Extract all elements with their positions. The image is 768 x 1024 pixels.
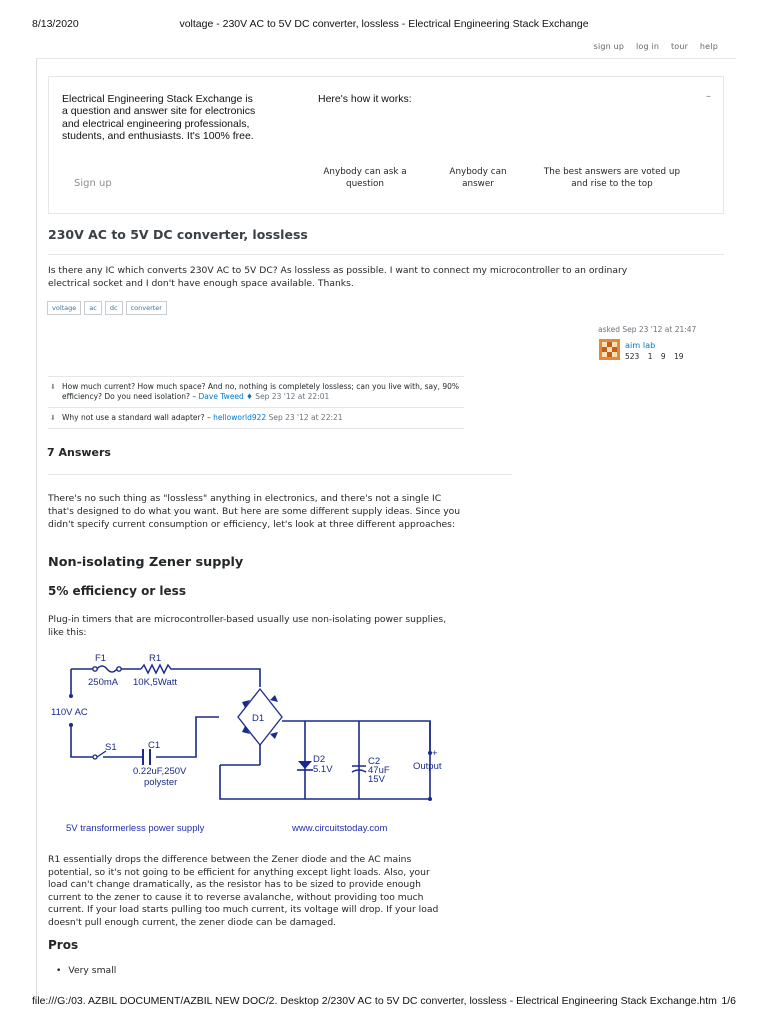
label-output: Output	[413, 761, 442, 772]
answer-plugin-text: Plug-in timers that are microcontroller-based usually use non-isolating power supplies, like this:	[48, 614, 447, 638]
how-step-vote: The best answers are voted up and rise to the top	[543, 167, 681, 189]
label-d2: D2	[313, 754, 326, 765]
label-s1: S1	[105, 742, 117, 753]
print-page-number: 1/6	[721, 995, 736, 1007]
answers-divider	[48, 474, 512, 475]
comment-text: Why not use a standard wall adapter? –	[62, 413, 214, 422]
schematic-caption: 5V transformerless power supply	[66, 823, 205, 834]
sign-up-link[interactable]: sign up	[593, 42, 625, 51]
print-header	[32, 18, 736, 32]
content-frame-left-border	[36, 58, 37, 998]
schematic-source: www.circuitstoday.com	[292, 823, 388, 834]
welcome-banner	[48, 76, 724, 214]
label-c1-value: 0.22uF,250V	[133, 766, 187, 777]
comment-author-link[interactable]: helloworld922	[213, 413, 267, 422]
comment-bullet-icon: ⬇	[50, 414, 56, 422]
answer-intro: There's no such thing as "lossless" anything in electronics, and there's not a single IC that's designed to do what you want. But here are some different supply ideas. Since you didn't specify current consumption or efficiency, let's look at three different approaches:	[48, 493, 461, 530]
tag-converter[interactable]: converter	[126, 301, 167, 315]
question-title-divider	[48, 254, 724, 255]
label-r1-value: 10K,5Watt	[133, 677, 178, 688]
print-page-title: voltage - 230V AC to 5V DC converter, lossless - Electrical Engineering Stack Exchange	[179, 18, 589, 30]
label-c2-value: 47uF	[368, 765, 390, 776]
user-avatar[interactable]	[599, 339, 620, 360]
tag-voltage[interactable]: voltage	[47, 301, 81, 315]
log-in-link[interactable]: log in	[635, 42, 660, 51]
question-title[interactable]: 230V AC to 5V DC converter, lossless	[48, 227, 308, 242]
signup-button[interactable]: Sign up	[74, 178, 112, 189]
answer-r1-explanation: R1 essentially drops the difference between the Zener diode and the AC mains potential, so it's not going to be efficient for anything except light loads. Also, your load can't change dramatically, as the resistor has to be sized to provide enough current to the zener to cause it to reverse avalanche, without providing too much current. If your load starts pulling too much current, its voltage will drop. If your load doesn't pull enough current, the zener diode can be damaged.	[48, 854, 439, 928]
content-frame-top-border	[36, 58, 736, 59]
comment-bullet-icon: ⬇	[50, 383, 56, 391]
label-d2-value: 5.1V	[313, 764, 333, 775]
question-tags	[47, 301, 167, 315]
print-footer	[32, 995, 736, 1007]
label-d1: D1	[252, 713, 265, 724]
comment-author-link[interactable]: Dave Tweed ♦	[198, 392, 253, 401]
answer-heading-zener: Non-isolating Zener supply	[48, 555, 244, 570]
transformerless-supply-schematic	[46, 648, 458, 838]
comment	[48, 407, 464, 429]
comment-timestamp: Sep 23 '12 at 22:01	[252, 392, 330, 401]
pros-list	[56, 965, 116, 976]
label-plus: +	[432, 748, 438, 759]
tour-link[interactable]: tour	[670, 42, 689, 51]
help-link[interactable]: help	[699, 42, 718, 51]
label-c1-type: polyster	[144, 777, 178, 788]
label-c1: C1	[148, 740, 161, 751]
list-item: • Very small	[56, 965, 116, 976]
label-c2: C2	[368, 756, 381, 767]
print-file-path: file:///G:/03. AZBIL DOCUMENT/AZBIL NEW DOC/2. Desktop 2/230V AC to 5V DC converter, lossless - Electrical Engineering Stack Exchange.htm	[32, 995, 717, 1007]
label-f1-value: 250mA	[88, 677, 119, 688]
label-source: 110V AC	[51, 707, 88, 718]
question-body: Is there any IC which converts 230V AC to 5V DC? As lossless as possible. I want to connect my microcontroller to an ordinary electrical socket and I don't have enough space available. Thanks.	[48, 265, 628, 289]
user-name-link[interactable]: aim lab	[625, 340, 656, 350]
how-it-works-heading: Here's how it works:	[318, 93, 412, 105]
user-reputation: 523 1 9 19	[625, 352, 684, 361]
dismiss-banner-button[interactable]: –	[706, 91, 711, 102]
print-date: 8/13/2020	[32, 18, 79, 30]
answers-count-heading: 7 Answers	[47, 446, 111, 459]
answer-heading-efficiency: 5% efficiency or less	[48, 584, 186, 598]
comment	[48, 376, 464, 407]
how-step-answer: Anybody can answer	[449, 167, 507, 189]
site-description: Electrical Engineering Stack Exchange is a question and answer site for electronics and electrical engineering professionals, students, and enthusiasts. It's 100% free.	[62, 93, 256, 142]
label-r1: R1	[149, 653, 162, 664]
comment-timestamp: Sep 23 '12 at 22:21	[266, 413, 343, 422]
comment-text: How much current? How much space? And no, nothing is completely lossless; can you live with, say, 90% efficiency? Do you need isolation? –	[62, 382, 459, 401]
tag-dc[interactable]: dc	[105, 301, 123, 315]
top-navigation	[585, 42, 718, 51]
how-step-ask: Anybody can ask a question	[323, 167, 407, 189]
pros-heading: Pros	[48, 938, 79, 952]
question-comments	[48, 376, 464, 429]
asked-timestamp: asked Sep 23 '12 at 21:47	[598, 325, 697, 334]
label-c2-voltage: 15V	[368, 774, 385, 785]
label-f1: F1	[95, 653, 107, 664]
tag-ac[interactable]: ac	[84, 301, 102, 315]
